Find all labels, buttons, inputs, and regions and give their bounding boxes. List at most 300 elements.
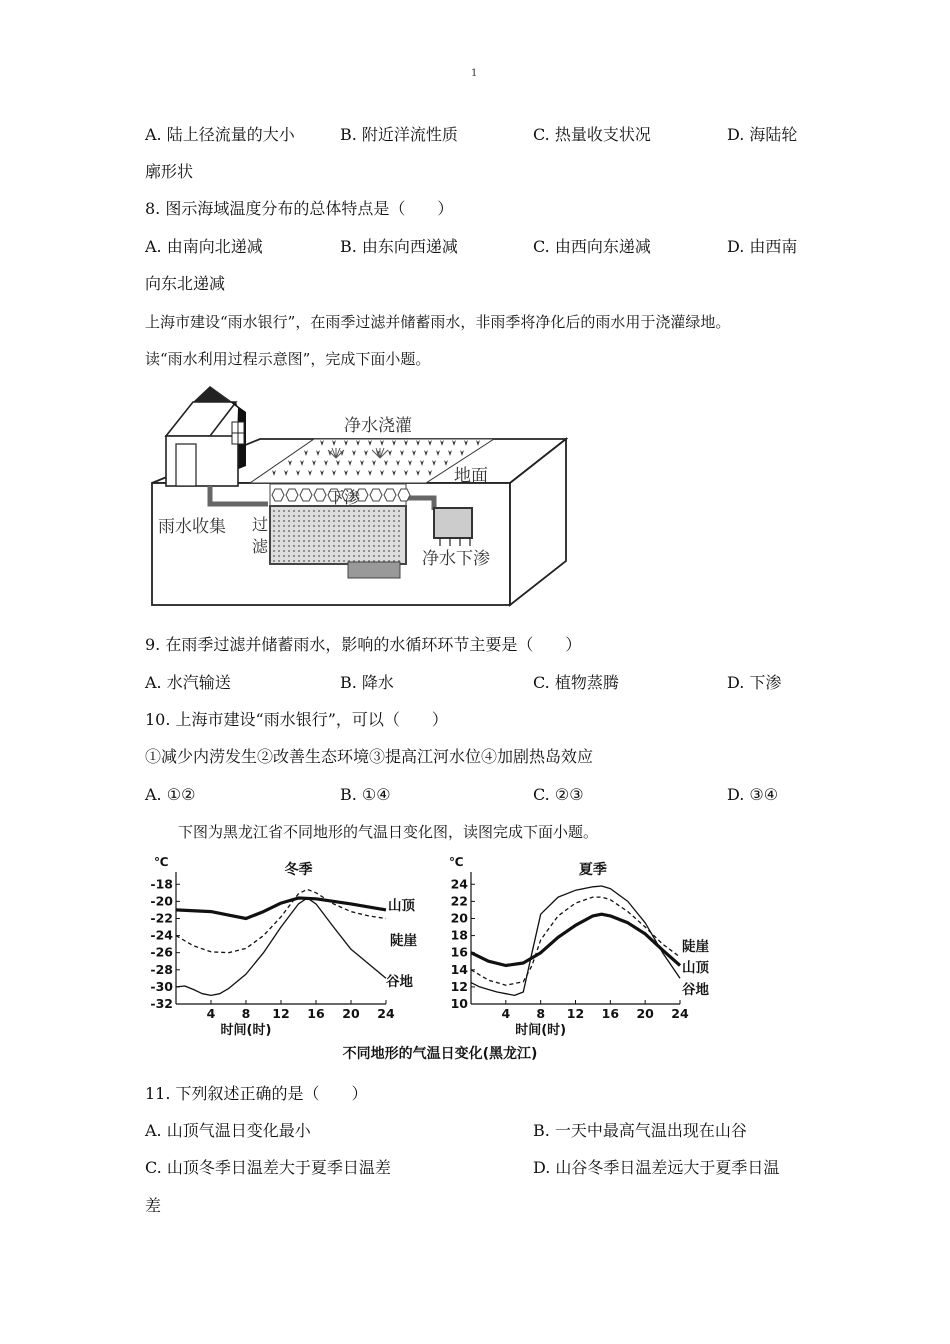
- q8-stem: 8. 图示海域温度分布的总体特点是（ ）: [145, 199, 454, 218]
- filter-grain: [358, 545, 360, 547]
- filter-grain: [378, 510, 380, 512]
- filter-grain: [333, 525, 335, 527]
- filter-grain: [363, 525, 365, 527]
- filter-grain: [323, 520, 325, 522]
- filter-grain: [343, 510, 345, 512]
- filter-grain: [348, 535, 350, 537]
- x-axis-label: 时间(时): [515, 1023, 567, 1038]
- filter-grain: [373, 545, 375, 547]
- filter-grain: [303, 560, 305, 562]
- filter-grain: [393, 535, 395, 537]
- filter-grain: [283, 535, 285, 537]
- filter-grain: [343, 515, 345, 517]
- y-axis-unit: ℃: [154, 855, 169, 869]
- filter-tank: [270, 506, 406, 564]
- filter-grain: [343, 520, 345, 522]
- y-tick-label: 12: [450, 978, 468, 994]
- filter-grain: [358, 535, 360, 537]
- filter-grain: [373, 540, 375, 542]
- filter-grain: [398, 535, 400, 537]
- filter-grain: [333, 535, 335, 537]
- storage-tank: [348, 562, 400, 578]
- filter-grain: [303, 530, 305, 532]
- q8-option-d-continued: 向东北递减: [145, 274, 226, 293]
- filter-grain: [288, 535, 290, 537]
- q10-option-a: A. ①②: [145, 785, 196, 804]
- filter-grain: [353, 555, 355, 557]
- filter-grain: [283, 555, 285, 557]
- x-tick-label: 20: [342, 1006, 360, 1021]
- filter-grain: [388, 525, 390, 527]
- paver-hex: [272, 489, 284, 501]
- y-tick-label: -28: [150, 961, 173, 977]
- series-line-陡崖: [471, 897, 680, 985]
- q11-option-d-continued: 差: [145, 1196, 162, 1215]
- filter-grain: [368, 535, 370, 537]
- filter-grain: [318, 520, 320, 522]
- filter-grain: [333, 545, 335, 547]
- filter-grain: [368, 540, 370, 542]
- filter-grain: [288, 550, 290, 552]
- filter-grain: [323, 510, 325, 512]
- x-tick-label: 12: [272, 1006, 290, 1021]
- filter-grain: [273, 525, 275, 527]
- filter-grain: [348, 515, 350, 517]
- filter-grain: [283, 540, 285, 542]
- filter-grain: [323, 560, 325, 562]
- filter-grain: [283, 520, 285, 522]
- filter-grain: [298, 540, 300, 542]
- filter-grain: [333, 520, 335, 522]
- filter-grain: [278, 545, 280, 547]
- filter-grain: [358, 550, 360, 552]
- filter-grain: [383, 520, 385, 522]
- filter-grain: [328, 535, 330, 537]
- filter-grain: [378, 550, 380, 552]
- paver-hex: [384, 489, 396, 501]
- filter-grain: [288, 520, 290, 522]
- y-tick-label: -22: [150, 910, 173, 926]
- filter-grain: [298, 535, 300, 537]
- filter-grain: [333, 540, 335, 542]
- filter-grain: [288, 525, 290, 527]
- filter-grain: [328, 530, 330, 532]
- infiltration-tank: [434, 508, 472, 538]
- rain-intro-line2: 读“雨水利用过程示意图”，完成下面小题。: [145, 350, 431, 368]
- filter-grain: [328, 550, 330, 552]
- filter-grain: [278, 520, 280, 522]
- filter-grain: [278, 510, 280, 512]
- filter-grain: [298, 555, 300, 557]
- filter-grain: [343, 535, 345, 537]
- q8-option-d: D. 由西南: [727, 237, 798, 256]
- filter-grain: [388, 545, 390, 547]
- filter-grain: [293, 545, 295, 547]
- filter-grain: [338, 560, 340, 562]
- filter-grain: [348, 510, 350, 512]
- x-tick-label: 12: [566, 1006, 585, 1021]
- filter-grain: [298, 515, 300, 517]
- filter-grain: [383, 530, 385, 532]
- filter-grain: [328, 540, 330, 542]
- filter-grain: [353, 510, 355, 512]
- filter-grain: [363, 545, 365, 547]
- filter-grain: [358, 515, 360, 517]
- filter-grain: [383, 555, 385, 557]
- series-label: 山顶: [682, 960, 709, 976]
- filter-grain: [373, 555, 375, 557]
- filter-grain: [398, 555, 400, 557]
- filter-grain: [303, 520, 305, 522]
- filter-grain: [363, 535, 365, 537]
- filter-grain: [378, 540, 380, 542]
- filter-grain: [313, 550, 315, 552]
- q10-option-c: C. ②③: [533, 785, 584, 804]
- filter-grain: [343, 530, 345, 532]
- paver-hex: [314, 489, 326, 501]
- filter-grain: [308, 535, 310, 537]
- q11-option-a: A. 山顶气温日变化最小: [145, 1121, 311, 1140]
- filter-grain: [363, 550, 365, 552]
- filter-grain: [323, 555, 325, 557]
- filter-grain: [378, 530, 380, 532]
- filter-grain: [363, 530, 365, 532]
- filter-grain: [283, 525, 285, 527]
- y-tick-label: -26: [150, 944, 173, 960]
- filter-grain: [283, 550, 285, 552]
- filter-grain: [288, 560, 290, 562]
- filter-grain: [278, 525, 280, 527]
- filter-grain: [338, 535, 340, 537]
- series-label: 陡崖: [390, 933, 417, 949]
- filter-grain: [348, 545, 350, 547]
- q11-option-b: B. 一天中最高气温出现在山谷: [533, 1121, 747, 1140]
- filter-grain: [358, 510, 360, 512]
- filter-grain: [313, 525, 315, 527]
- filter-grain: [388, 530, 390, 532]
- filter-grain: [383, 535, 385, 537]
- filter-grain: [378, 525, 380, 527]
- y-tick-label: 22: [450, 893, 468, 909]
- filter-grain: [388, 555, 390, 557]
- filter-grain: [308, 540, 310, 542]
- filter-grain: [293, 520, 295, 522]
- filter-grain: [358, 555, 360, 557]
- filter-grain: [318, 540, 320, 542]
- filter-grain: [393, 520, 395, 522]
- filter-grain: [308, 555, 310, 557]
- filter-grain: [368, 520, 370, 522]
- filter-grain: [278, 560, 280, 562]
- filter-grain: [308, 560, 310, 562]
- filter-grain: [298, 530, 300, 532]
- filter-grain: [383, 545, 385, 547]
- filter-grain: [388, 515, 390, 517]
- filter-grain: [353, 545, 355, 547]
- filter-grain: [373, 550, 375, 552]
- filter-grain: [298, 510, 300, 512]
- x-tick-label: 20: [636, 1006, 654, 1021]
- filter-grain: [343, 545, 345, 547]
- filter-grain: [363, 540, 365, 542]
- x-axis-label: 时间(时): [220, 1023, 272, 1038]
- filter-grain: [383, 550, 385, 552]
- filter-grain: [313, 535, 315, 537]
- y-tick-label: -18: [150, 876, 173, 892]
- q7-option-d: D. 海陆轮: [727, 125, 798, 144]
- filter-grain: [368, 530, 370, 532]
- filter-grain: [298, 560, 300, 562]
- filter-grain: [293, 560, 295, 562]
- q9-option-d: D. 下渗: [727, 673, 782, 692]
- filter-grain: [333, 555, 335, 557]
- filter-grain: [338, 530, 340, 532]
- series-line-山顶: [176, 898, 386, 919]
- filter-grain: [383, 540, 385, 542]
- filter-grain: [383, 525, 385, 527]
- filter-grain: [333, 530, 335, 532]
- x-tick-label: 16: [307, 1006, 325, 1021]
- chart-title: 夏季: [578, 862, 607, 878]
- filter-grain: [303, 540, 305, 542]
- y-tick-label: 14: [450, 961, 468, 977]
- filter-grain: [303, 555, 305, 557]
- series-line-山顶: [471, 914, 680, 965]
- filter-grain: [328, 510, 330, 512]
- filter-grain: [373, 510, 375, 512]
- filter-grain: [273, 520, 275, 522]
- filter-grain: [338, 515, 340, 517]
- filter-grain: [338, 525, 340, 527]
- filter-grain: [293, 515, 295, 517]
- y-tick-label: -24: [150, 927, 173, 943]
- filter-grain: [368, 525, 370, 527]
- filter-grain: [308, 515, 310, 517]
- series-label: 山顶: [388, 898, 415, 914]
- filter-grain: [363, 515, 365, 517]
- q8-option-a: A. 由南向北递减: [145, 237, 263, 256]
- filter-grain: [328, 555, 330, 557]
- filter-grain: [278, 535, 280, 537]
- q11-option-c: C. 山顶冬季日温差大于夏季日温差: [145, 1158, 391, 1177]
- filter-grain: [308, 520, 310, 522]
- filter-grain: [348, 530, 350, 532]
- filter-grain: [318, 535, 320, 537]
- filter-grain: [348, 540, 350, 542]
- temp-intro: 下图为黑龙江省不同地形的气温日变化图，读图完成下面小题。: [178, 823, 599, 841]
- filter-grain: [293, 535, 295, 537]
- y-tick-label: -20: [150, 893, 173, 909]
- filter-grain: [283, 515, 285, 517]
- x-tick-label: 24: [377, 1006, 395, 1021]
- chart-title: 冬季: [284, 862, 313, 878]
- filter-grain: [288, 510, 290, 512]
- q7-option-d-continued: 廓形状: [145, 162, 194, 181]
- filter-grain: [303, 535, 305, 537]
- filter-grain: [293, 555, 295, 557]
- filter-grain: [348, 520, 350, 522]
- filter-grain: [353, 520, 355, 522]
- x-tick-label: 24: [671, 1006, 689, 1021]
- filter-grain: [328, 560, 330, 562]
- filter-grain: [333, 510, 335, 512]
- filter-grain: [368, 515, 370, 517]
- q7-option-c: C. 热量收支状况: [533, 125, 651, 144]
- filter-grain: [368, 550, 370, 552]
- filter-grain: [323, 540, 325, 542]
- y-tick-label: 16: [450, 944, 468, 960]
- filter-grain: [288, 515, 290, 517]
- chart-caption: 不同地形的气温日变化(黑龙江): [342, 1046, 538, 1062]
- filter-grain: [273, 535, 275, 537]
- temperature-charts: [140, 850, 740, 1065]
- chart-panel-2: [449, 855, 710, 1038]
- filter-grain: [308, 530, 310, 532]
- filter-grain: [323, 535, 325, 537]
- q9-option-c: C. 植物蒸腾: [533, 673, 619, 692]
- filter-grain: [338, 555, 340, 557]
- filter-grain: [278, 540, 280, 542]
- series-label: 谷地: [386, 974, 413, 990]
- filter-grain: [283, 560, 285, 562]
- filter-grain: [308, 550, 310, 552]
- filter-grain: [398, 525, 400, 527]
- q10-option-b: B. ①④: [340, 785, 391, 804]
- filter-grain: [368, 510, 370, 512]
- y-tick-label: 10: [450, 996, 468, 1011]
- filter-grain: [383, 510, 385, 512]
- filter-grain: [293, 525, 295, 527]
- filter-grain: [358, 520, 360, 522]
- filter-grain: [338, 520, 340, 522]
- filter-grain: [393, 555, 395, 557]
- filter-grain: [338, 545, 340, 547]
- filter-grain: [293, 550, 295, 552]
- filter-grain: [273, 530, 275, 532]
- filter-grain: [363, 520, 365, 522]
- x-tick-label: 4: [501, 1006, 511, 1021]
- filter-grain: [398, 540, 400, 542]
- filter-grain: [338, 550, 340, 552]
- filter-grain: [393, 510, 395, 512]
- x-tick-label: 16: [601, 1006, 620, 1021]
- filter-grain: [378, 515, 380, 517]
- filter-grain: [338, 540, 340, 542]
- filter-grain: [288, 540, 290, 542]
- filter-grain: [348, 525, 350, 527]
- q8-option-b: B. 由东向西递减: [340, 237, 458, 256]
- paver-hex: [370, 489, 382, 501]
- filter-grain: [273, 560, 275, 562]
- filter-grain: [313, 555, 315, 557]
- filter-grain: [353, 540, 355, 542]
- filter-grain: [313, 560, 315, 562]
- filter-grain: [303, 550, 305, 552]
- filter-grain: [318, 550, 320, 552]
- q8-option-c: C. 由西向东递减: [533, 237, 651, 256]
- filter-grain: [303, 525, 305, 527]
- filter-grain: [378, 545, 380, 547]
- filter-grain: [273, 515, 275, 517]
- paver-hex: [300, 489, 312, 501]
- filter-grain: [318, 530, 320, 532]
- filter-grain: [333, 550, 335, 552]
- filter-grain: [393, 545, 395, 547]
- filter-grain: [283, 510, 285, 512]
- filter-grain: [313, 520, 315, 522]
- filter-grain: [313, 545, 315, 547]
- filter-grain: [388, 520, 390, 522]
- filter-grain: [318, 510, 320, 512]
- filter-grain: [388, 510, 390, 512]
- paver-hex: [286, 489, 298, 501]
- filter-grain: [328, 520, 330, 522]
- label-collection: 雨水收集: [158, 517, 226, 537]
- filter-grain: [328, 515, 330, 517]
- filter-grain: [283, 530, 285, 532]
- x-tick-label: 8: [241, 1006, 251, 1021]
- filter-grain: [288, 530, 290, 532]
- series-line-陡崖: [176, 889, 386, 952]
- filter-grain: [323, 550, 325, 552]
- q11-stem: 11. 下列叙述正确的是（ ）: [145, 1084, 368, 1103]
- filter-grain: [378, 520, 380, 522]
- q7-option-b: B. 附近洋流性质: [340, 125, 458, 144]
- y-tick-label: 20: [450, 910, 468, 926]
- filter-grain: [393, 515, 395, 517]
- y-tick-label: -32: [150, 996, 173, 1011]
- filter-grain: [388, 540, 390, 542]
- y-axis-unit: ℃: [449, 855, 464, 869]
- q7-option-a: A. 陆上径流量的大小: [145, 125, 295, 144]
- filter-grain: [388, 535, 390, 537]
- rain-intro-line1: 上海市建设“雨水银行”，在雨季过滤并储蓄雨水，非雨季将净化后的雨水用于浇灌绿地。: [145, 313, 731, 331]
- y-tick-label: 18: [450, 927, 468, 943]
- filter-grain: [278, 555, 280, 557]
- filter-grain: [323, 525, 325, 527]
- x-tick-label: 8: [536, 1006, 546, 1021]
- rainwater-diagram: [148, 386, 568, 608]
- filter-grain: [318, 545, 320, 547]
- label-ground: 地面: [454, 466, 488, 486]
- filter-grain: [363, 555, 365, 557]
- filter-grain: [398, 515, 400, 517]
- filter-grain: [273, 510, 275, 512]
- filter-grain: [313, 530, 315, 532]
- q9-option-b: B. 降水: [340, 673, 394, 692]
- filter-grain: [398, 530, 400, 532]
- label-clean-infiltration: 净水下渗: [422, 549, 490, 569]
- filter-grain: [373, 535, 375, 537]
- filter-grain: [333, 560, 335, 562]
- filter-grain: [273, 540, 275, 542]
- filter-grain: [288, 545, 290, 547]
- filter-grain: [308, 545, 310, 547]
- q9-stem: 9. 在雨季过滤并储蓄雨水，影响的水循环环节主要是（ ）: [145, 635, 582, 654]
- filter-grain: [338, 510, 340, 512]
- filter-grain: [273, 555, 275, 557]
- filter-grain: [373, 530, 375, 532]
- filter-grain: [353, 525, 355, 527]
- filter-grain: [393, 550, 395, 552]
- filter-grain: [308, 525, 310, 527]
- filter-grain: [278, 550, 280, 552]
- filter-grain: [323, 515, 325, 517]
- filter-grain: [278, 530, 280, 532]
- label-filter-2: 滤: [252, 537, 269, 556]
- filter-grain: [293, 530, 295, 532]
- filter-grain: [298, 550, 300, 552]
